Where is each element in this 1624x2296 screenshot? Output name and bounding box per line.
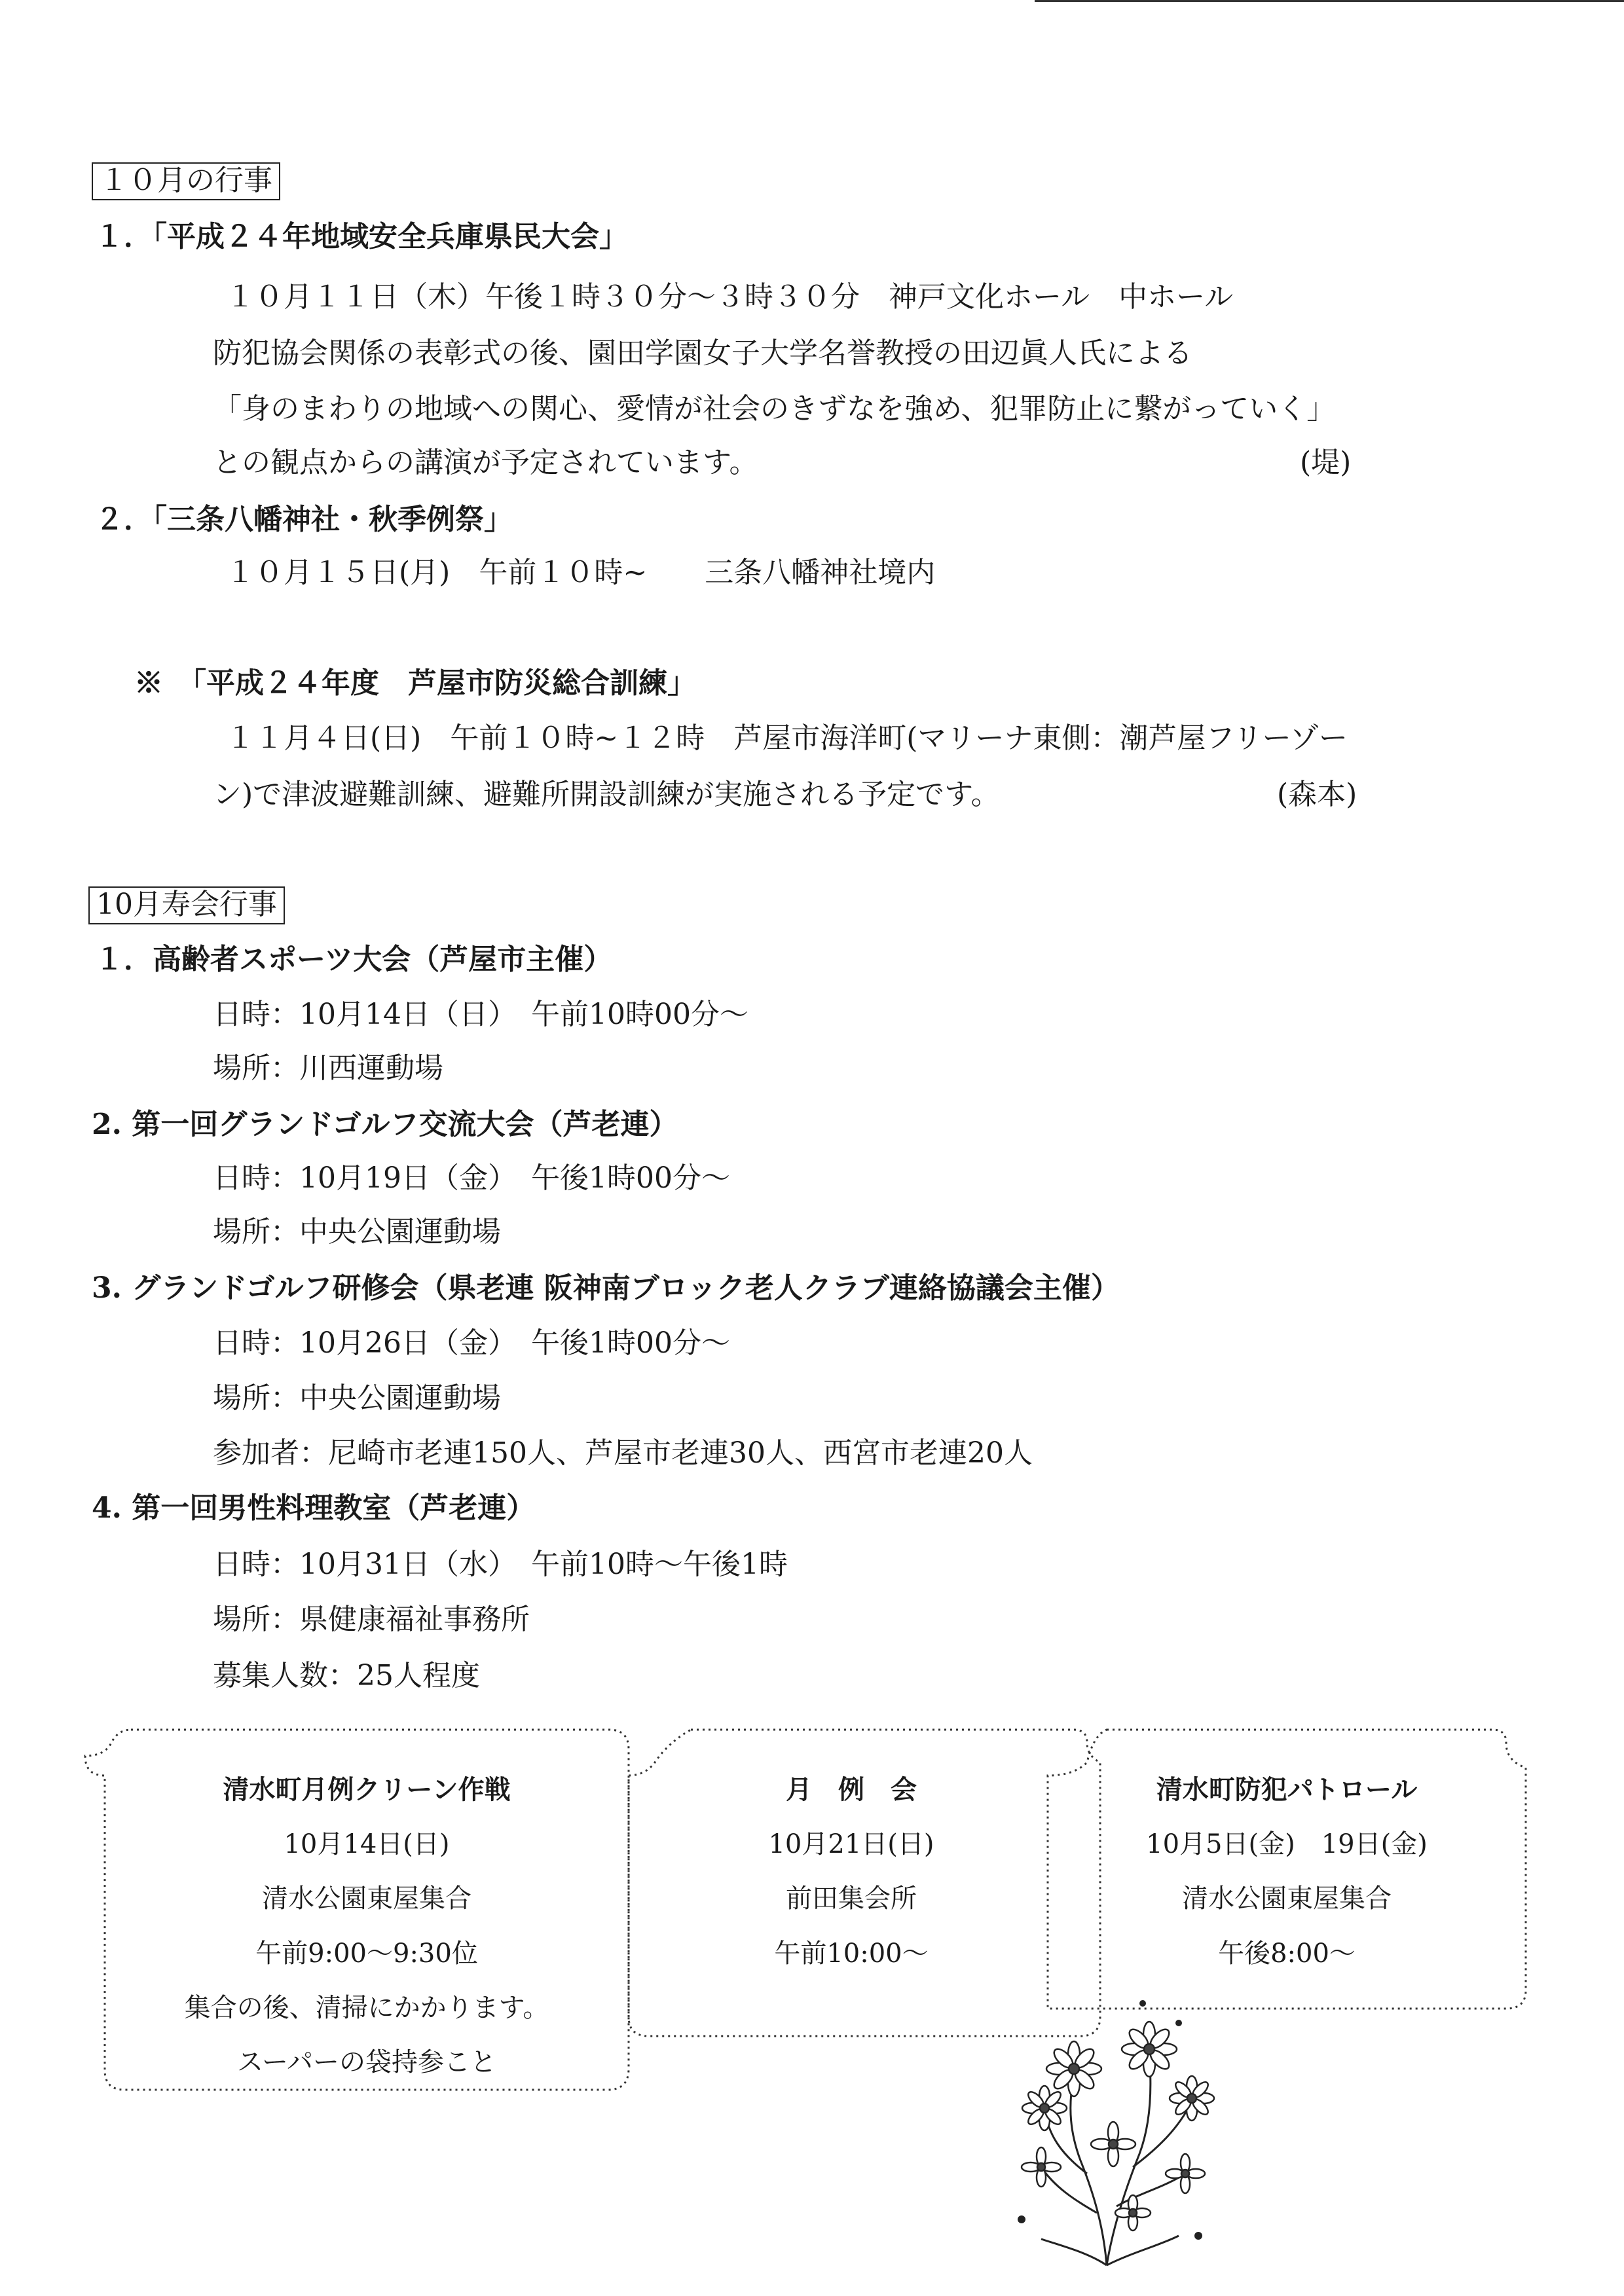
event-detail: との観点からの講演が予定されています。 [213,446,758,479]
cleanup-panel [105,1730,629,2090]
panel-place: 清水公園東屋集合 [262,1884,471,1914]
event-detail: １０月１１日（木）午後１時３０分～３時３０分 神戸文化ホール 中ホール [226,280,1234,314]
event-title: 3. グランドゴルフ研修会（県老連 阪神南ブロック老人クラブ連絡協議会主催） [92,1271,1120,1305]
note-detail: １１月４日(日) 午前１０時~１２時 芦屋市海洋町(マリーナ東側：潮芦屋フリーゾー [226,721,1348,755]
section-heading: 10月寿会行事 [88,886,285,924]
note-title: ※ 「平成２４年度 芦屋市防災総合訓練」 [134,666,696,700]
section-heading: １０月の行事 [92,162,280,200]
note-detail: ン)で津波避難訓練、避難所開設訓練が実施される予定です。 [213,778,1000,811]
event-title: 2. 第一回グランドゴルフ交流大会（芦老連） [92,1108,678,1141]
cosmos-flower-illustration [982,1977,1231,2272]
panel-title: 清水町防犯パトロール [1156,1774,1418,1805]
event-detail: 日時：10月26日（金） 午後1時00分～ [213,1326,730,1360]
event-detail: １０月１５日(月) 午前１０時~ 三条八幡神社境内 [226,556,936,589]
panel-place: 清水公園東屋集合 [1182,1884,1392,1914]
event-detail: 防犯協会関係の表彰式の後、園田学園女子大学名誉教授の田辺眞人氏による [213,337,1192,370]
panel-date: 10月14日(日) [284,1829,450,1859]
event-detail: 参加者：尼崎市老連150人、芦屋市老連30人、西宮市老連20人 [213,1436,1033,1470]
event-detail: 場所：中央公園運動場 [213,1381,501,1415]
event-title: 4. 第一回男性料理教室（芦老連） [92,1491,536,1525]
event-detail: 場所：川西運動場 [213,1051,443,1085]
panel-time: 午後8:00～ [1218,1939,1356,1969]
panel-time: 午前9:00～9:30位 [255,1939,478,1969]
author-tag: (堤) [1300,446,1352,479]
event-detail: 場所：中央公園運動場 [213,1215,501,1248]
event-detail: 場所：県健康福祉事務所 [213,1603,530,1636]
panel-place: 前田集会所 [786,1884,917,1914]
panel-title: 清水町月例クリーン作戦 [223,1774,511,1805]
event-detail: 日時：10月31日（水） 午前10時～午後1時 [213,1548,788,1581]
event-title: １．「平成２４年地域安全兵庫県民大会」 [95,220,628,253]
panel-date: 10月5日(金) 19日(金) [1146,1829,1428,1859]
panel-title: 月 例 会 [786,1774,917,1805]
event-detail: 「身のまわりの地域への関心、愛情が社会のきずなを強め、犯罪防止に繋がっていく」 [213,392,1336,426]
patrol-panel [1048,1730,1526,2011]
event-detail: 日時：10月19日（金） 午後1時00分～ [213,1161,730,1195]
author-tag: (森本) [1277,778,1357,811]
panel-date: 10月21日(日) [768,1829,934,1859]
event-title: ２．「三条八幡神社・秋季例祭」 [95,503,513,536]
event-detail: 募集人数：25人程度 [213,1659,480,1692]
panel-note: スーパーの袋持参こと [237,2047,496,2077]
event-title: １．高齢者スポーツ大会（芦屋市主催） [95,943,613,976]
panel-time: 午前10:00～ [774,1939,929,1969]
panel-note: 集合の後、清掃にかかります。 [184,1993,549,2023]
event-detail: 日時：10月14日（日） 午前10時00分～ [213,998,748,1031]
